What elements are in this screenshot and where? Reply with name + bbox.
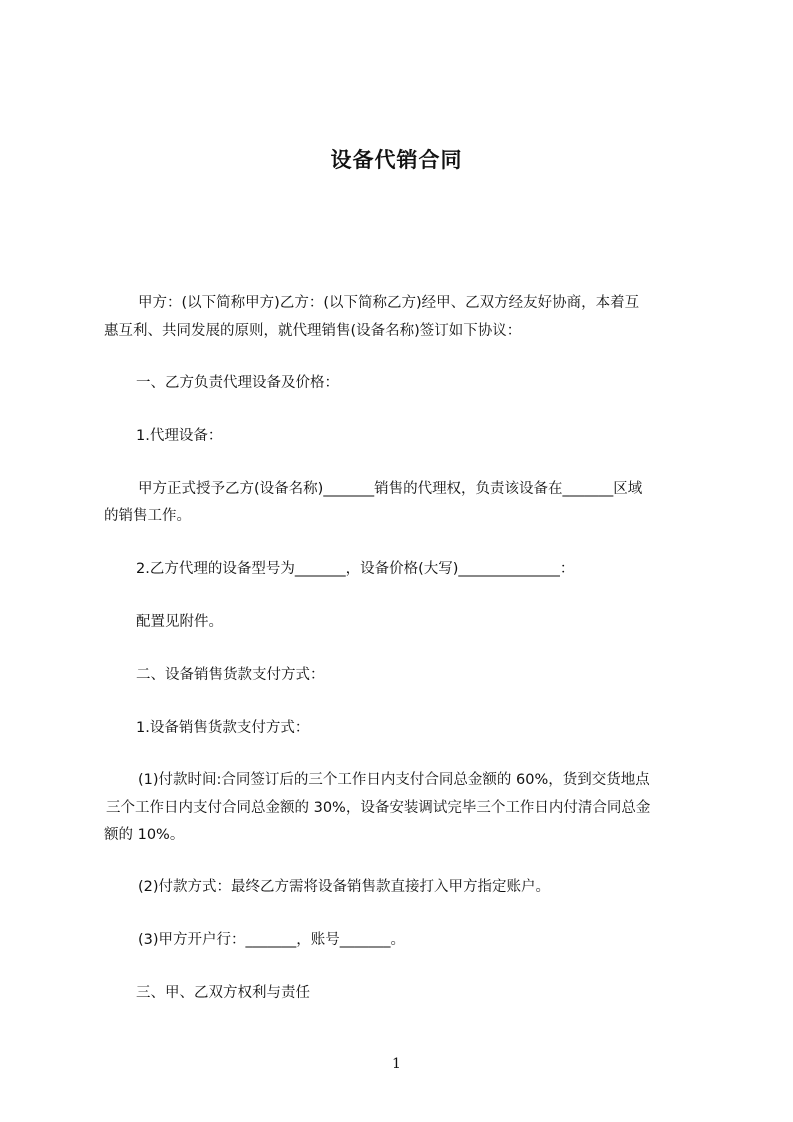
- clause-heading: 1.代理设备：: [136, 428, 223, 444]
- clause-heading: 1.设备销售货款支付方式：: [136, 720, 310, 736]
- paragraph-line: (2)付款方式：最终乙方需将设备销售款直接打入甲方指定账户。: [138, 879, 551, 895]
- section-heading: 二、设备销售货款支付方式：: [136, 667, 325, 683]
- paragraph-line: 甲方正式授予乙方(设备名称)_______销售的代理权，负责该设备在_______区域: [138, 481, 643, 497]
- section-heading: 三、甲、乙双方权利与责任: [136, 985, 310, 1001]
- paragraph-line: 额的 10%。: [104, 827, 185, 843]
- paragraph-line: 甲方：(以下简称甲方)乙方：(以下简称乙方)经甲、乙双方经友好协商，本着互: [138, 295, 640, 311]
- paragraph-line: (1)付款时间:合同签订后的三个工作日内支付合同总金额的 60%，货到交货地点: [138, 772, 650, 788]
- page-number: 1: [392, 1056, 401, 1072]
- paragraph-line: 的销售工作。: [104, 508, 191, 524]
- paragraph-line: 三个工作日内支付合同总金额的 30%，设备安装调试完毕三个工作日内付清合同总金: [106, 800, 651, 816]
- paragraph-line: 惠互利、共同发展的原则，就代理销售(设备名称)签订如下协议：: [104, 323, 522, 339]
- page-title: 设备代销合同: [330, 148, 463, 172]
- clause-line: 2.乙方代理的设备型号为_______，设备价格(大写)______________：: [136, 561, 575, 577]
- section-heading: 一、乙方负责代理设备及价格：: [136, 375, 339, 391]
- paragraph-line: (3)甲方开户行：_______，账号_______。: [138, 932, 406, 948]
- paragraph-line: 配置见附件。: [136, 614, 223, 630]
